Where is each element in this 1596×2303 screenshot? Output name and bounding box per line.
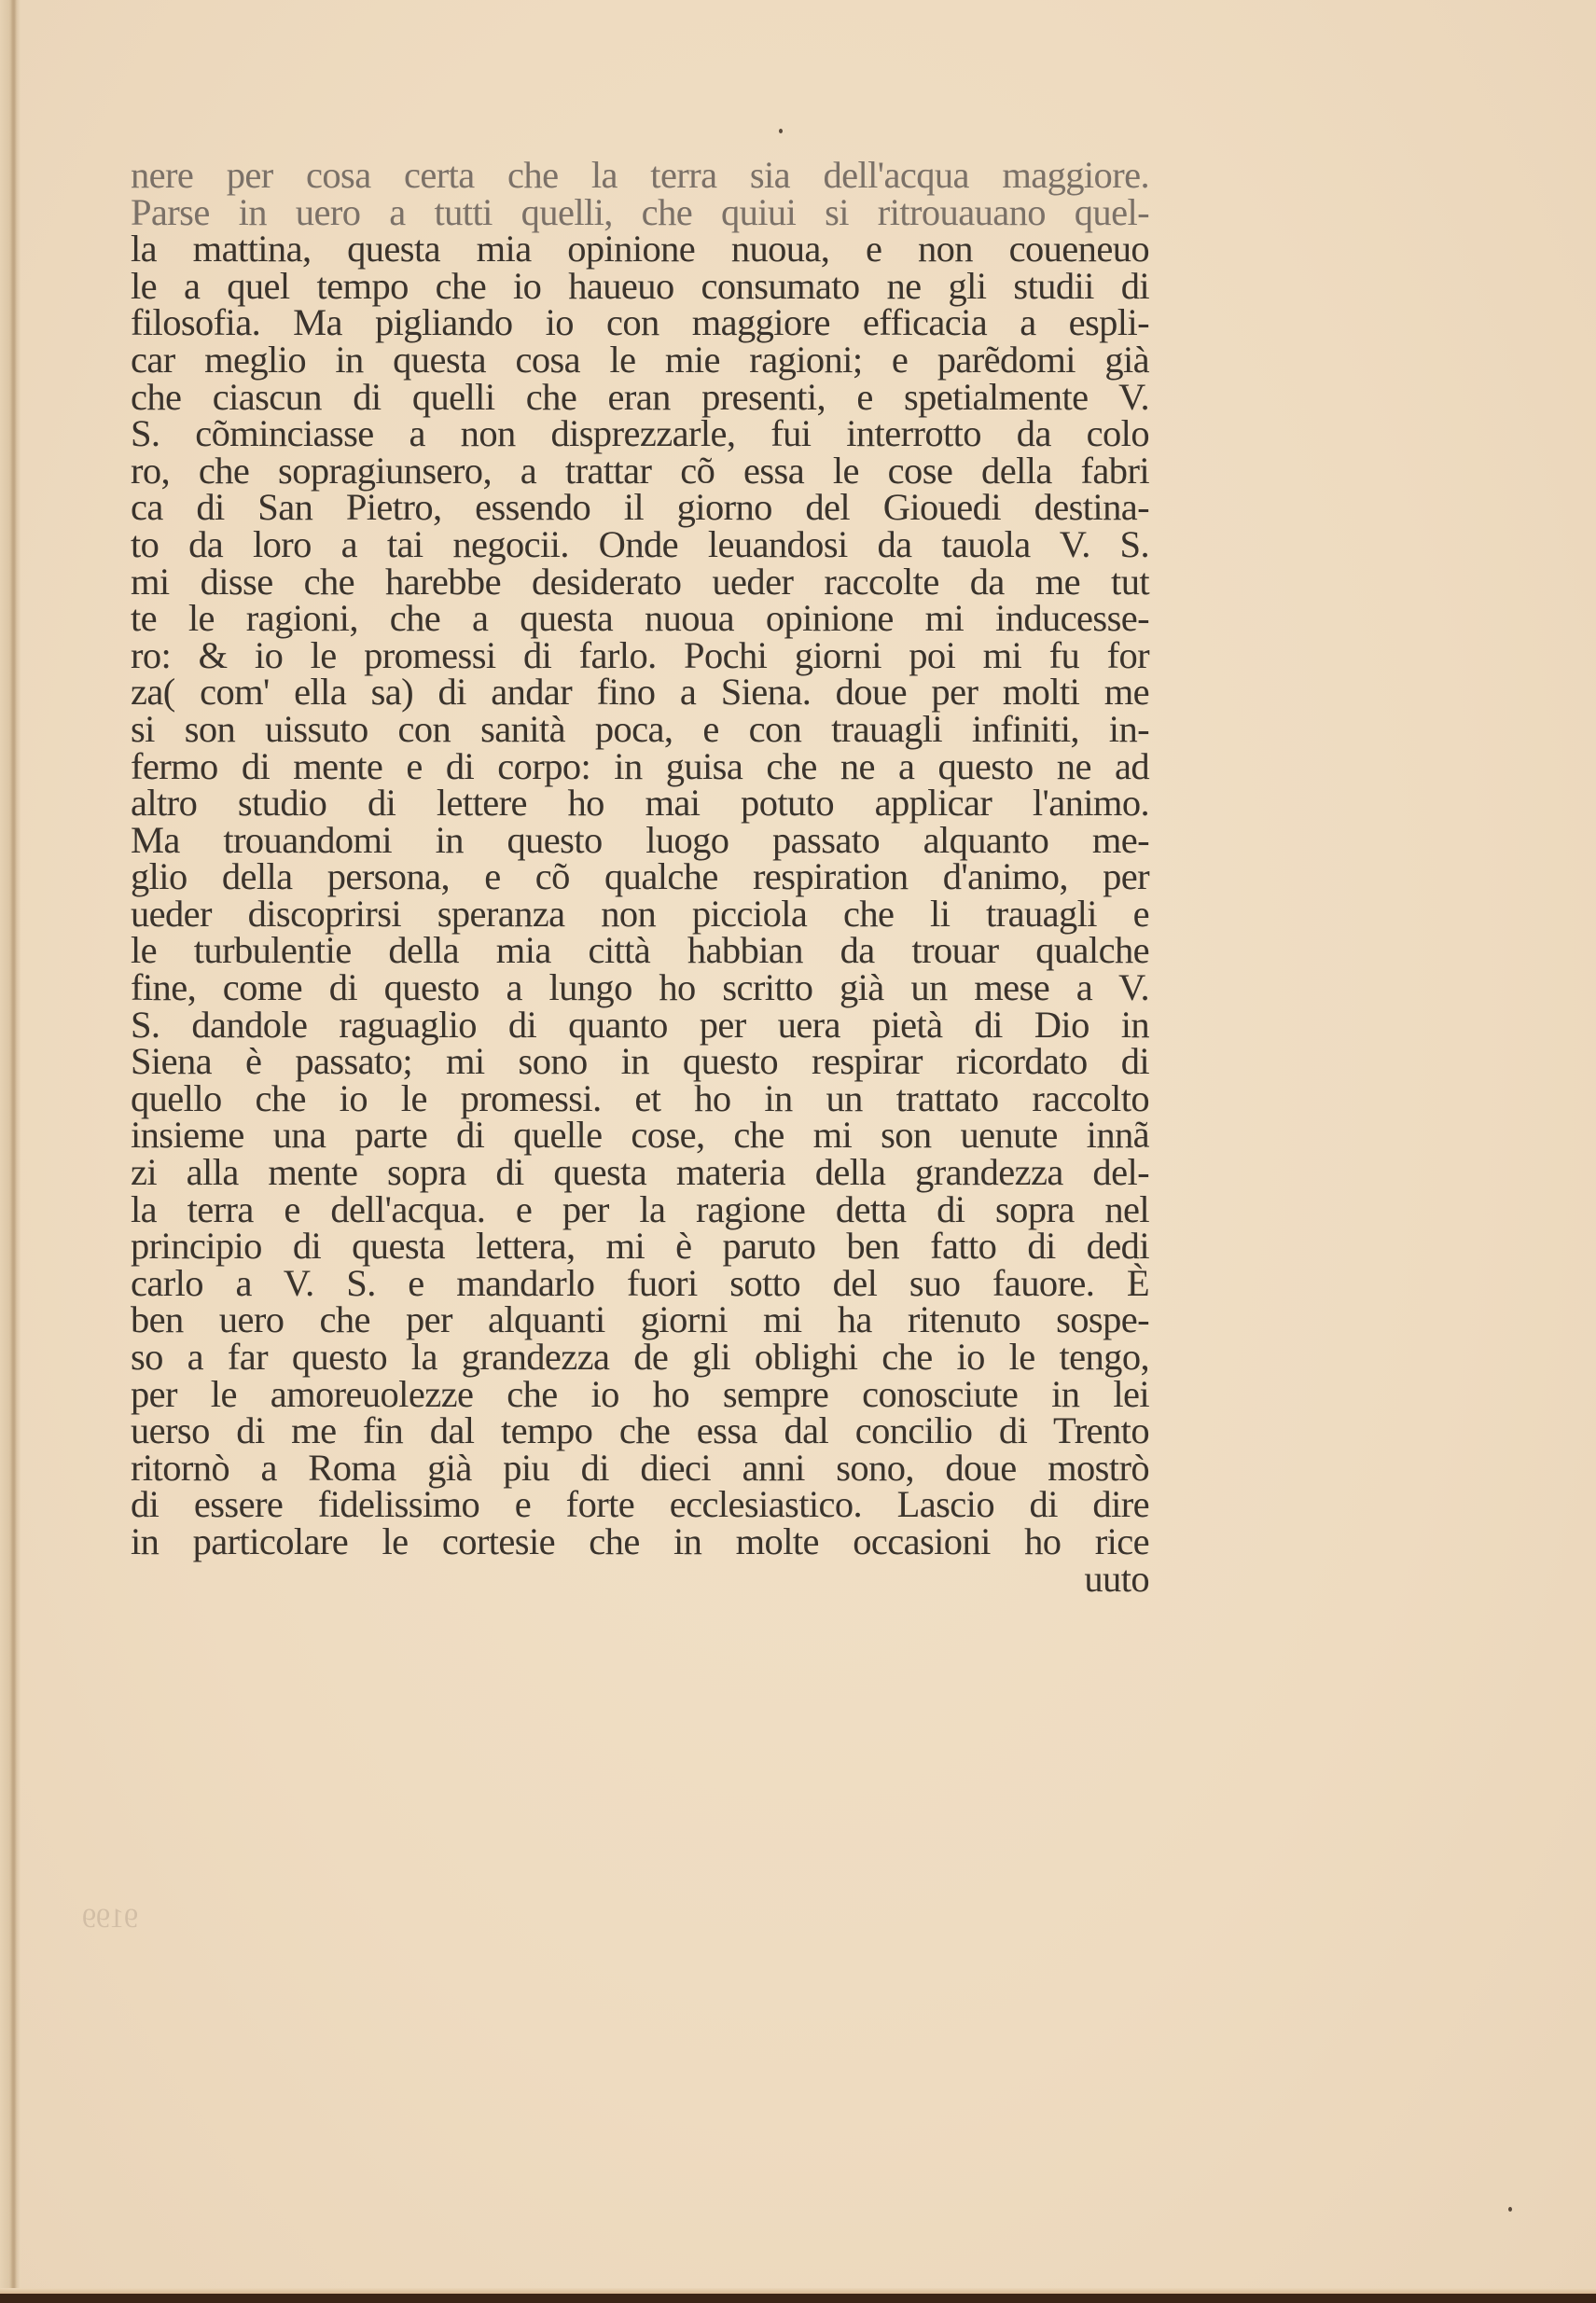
text-line: ca di San Pietro, essendo il giorno del Giouedi destina- xyxy=(131,486,1149,529)
text-line: ro, che sopragiunsero, a trattar cõ essa le cose della fabri xyxy=(131,449,1149,492)
text-line: za( com' ella sa) di andar fino a Siena. doue per molti me xyxy=(131,671,1149,714)
text-line: ueder discoprirsi speranza non picciola che li trauagli e xyxy=(131,892,1149,935)
text-line: di essere fidelissimo e forte ecclesiastico. Lascio di dire xyxy=(131,1483,1149,1526)
paper-speck xyxy=(779,129,783,133)
text-line: Parse in uero a tutti quelli, che quiui si ritrouauano quel- xyxy=(131,190,1149,233)
text-line: ritornò a Roma già piu di dieci anni sono, doue mostrò xyxy=(131,1446,1149,1489)
text-line: uerso di me fin dal tempo che essa dal concilio di Trento xyxy=(131,1409,1149,1452)
text-line: zi alla mente sopra di questa materia della grandezza del- xyxy=(131,1151,1149,1194)
text-line: carlo a V. S. e mandarlo fuori sotto del suo fauore. È xyxy=(131,1261,1149,1304)
text-line: ben uero che per alquanti giorni mi ha ritenuto sospe- xyxy=(131,1298,1149,1341)
text-line: quello che io le promessi. et ho in un trattato raccolto xyxy=(131,1076,1149,1119)
text-line: che ciascun di quelli che eran presenti, e spetialmente V. xyxy=(131,375,1149,418)
text-line: insieme una parte di quelle cose, che mi son uenute innã xyxy=(131,1114,1149,1157)
text-line: S. dandole raguaglio di quanto per uera pietà di Dio in xyxy=(131,1003,1149,1046)
text-line: ro: & io le promessi di farlo. Pochi giorni poi mi fu for xyxy=(131,633,1149,676)
text-line: fine, come di questo a lungo ho scritto già un mese a V. xyxy=(131,966,1149,1009)
text-line: filosofia. Ma pigliando io con maggiore efficacia a espli- xyxy=(131,301,1149,344)
text-line: nere per cosa certa che la terra sia dell'acqua maggiore. xyxy=(131,154,1149,196)
text-line: le turbulentie della mia città habbian da trouar qualche xyxy=(131,929,1149,972)
text-line: le a quel tempo che io haueuo consumato ne gli studii di xyxy=(131,264,1149,307)
text-line: glio della persona, e cõ qualche respiration d'animo, per xyxy=(131,855,1149,898)
text-line: S. cõminciasse a non disprezzarle, fui interrotto da colo xyxy=(131,412,1149,455)
text-line: principio di questa lettera, mi è paruto ben fatto di dedi xyxy=(131,1225,1149,1268)
text-line: per le amoreuolezze che io ho sempre conosciute in lei xyxy=(131,1372,1149,1415)
text-line: Ma trouandomi in questo luogo passato alquanto me- xyxy=(131,818,1149,861)
text-line: si son uissuto con sanità poca, e con trauagli infiniti, in- xyxy=(131,707,1149,750)
text-line: so a far questo la grandezza de gli oblighi che io le tengo, xyxy=(131,1336,1149,1378)
text-line: in particolare le cortesie che in molte occasioni ho rice xyxy=(131,1519,1149,1562)
text-line: car meglio in questa cosa le mie ragioni; e parẽdomi già xyxy=(131,338,1149,381)
text-line: mi disse che harebbe desiderato ueder raccolte da me tut xyxy=(131,560,1149,603)
text-line: altro studio di lettere ho mai potuto applicar l'animo. xyxy=(131,782,1149,825)
text-line: te le ragioni, che a questa nuoua opinione mi inducesse- xyxy=(131,597,1149,640)
page-bottom-edge xyxy=(0,2294,1596,2303)
text-line: la terra e dell'acqua. e per la ragione detta di sopra nel xyxy=(131,1187,1149,1230)
text-line: Siena è passato; mi sono in questo respirar ricordato di xyxy=(131,1040,1149,1083)
text-line: fermo di mente e di corpo: in guisa che ne a questo ne ad xyxy=(131,744,1149,787)
catchword: uuto xyxy=(1084,1557,1149,1600)
binding-gutter xyxy=(0,0,21,2303)
paper-speck xyxy=(1508,2207,1512,2212)
show-through-text: 9199 xyxy=(82,1903,138,1934)
binding-fold-line xyxy=(11,0,17,2303)
text-line: la mattina, questa mia opinione nuoua, e non coueneuo xyxy=(131,228,1149,271)
text-line: to da loro a tai negocii. Onde leuandosi da tauola V. S. xyxy=(131,522,1149,565)
body-text xyxy=(131,154,1149,1600)
